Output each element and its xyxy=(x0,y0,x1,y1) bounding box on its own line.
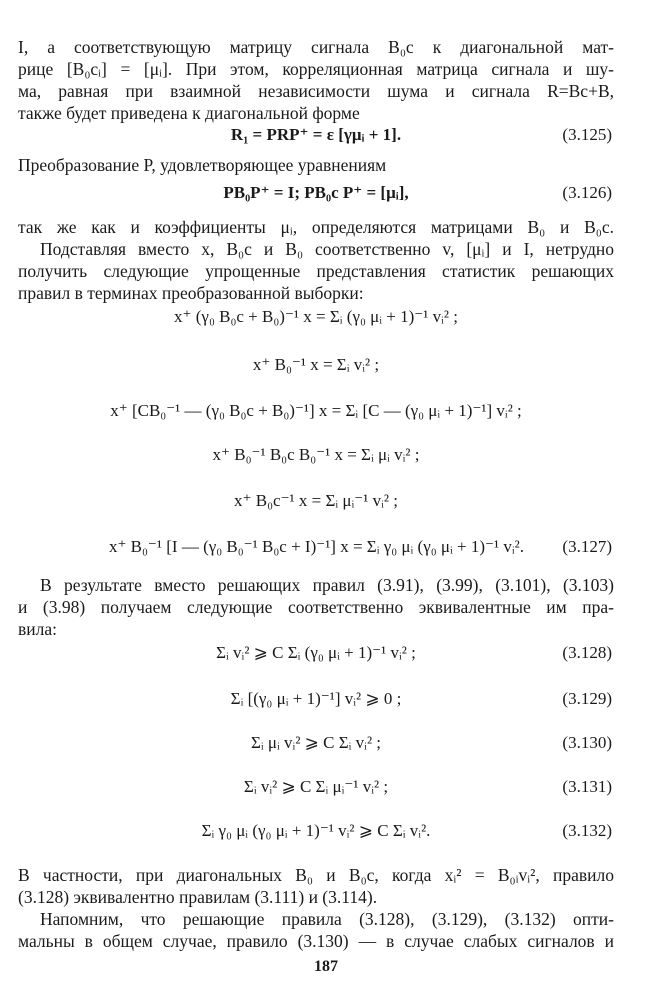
text-line: Преобразование P, удовлетворяющее уравнениям xyxy=(18,155,387,175)
text-line: I, а соответствующую матрицу сигнала B₀c к диагональной мат- xyxy=(18,37,614,57)
text-line: получить следующие упрощенные представления статистик решающих xyxy=(18,261,614,281)
equation-number: (3.132) xyxy=(562,821,612,840)
text-line: и (3.98) получаем следующие соответственно эквивалентные им пра- xyxy=(18,597,614,617)
equation-number: (3.127) xyxy=(562,537,612,556)
equation-number: (3.131) xyxy=(562,777,612,796)
equation-formula: Σᵢ γ₀ μᵢ (γ₀ μᵢ + 1)⁻¹ vᵢ² ⩾ C Σᵢ vᵢ². xyxy=(201,821,431,840)
equation-3-129 xyxy=(18,684,614,714)
text-line: также будет приведена к диагональной форме xyxy=(18,103,360,123)
text-line: рице [B₀cᵢ] = [μᵢ]. При этом, корреляционная матрица сигнала и шу- xyxy=(18,59,614,79)
text-line: правил в терминах преобразованной выборки: xyxy=(18,283,364,303)
equation-3-128 xyxy=(18,638,614,668)
equation-formula: x⁺ [CB₀⁻¹ — (γ₀ B₀c + B₀)⁻¹] x = Σᵢ [C — (γ₀ μᵢ + 1)⁻¹] vᵢ² ; xyxy=(110,401,522,420)
equation-formula: PB₀P⁺ = I; PB₀c P⁺ = [μᵢ], xyxy=(223,183,409,202)
equation-line xyxy=(18,350,614,380)
text-line: мальны в общем случае, правило (3.130) — в случае слабых сигналов и xyxy=(18,931,614,951)
page-number: 187 xyxy=(314,958,338,975)
equation-formula: Σᵢ vᵢ² ⩾ C Σᵢ (γ₀ μᵢ + 1)⁻¹ vᵢ² ; xyxy=(216,643,416,662)
text-line: Напомним, что решающие правила (3.128), (3.129), (3.132) опти- xyxy=(40,909,614,929)
equation-formula: Σᵢ μᵢ vᵢ² ⩾ C Σᵢ vᵢ² ; xyxy=(250,733,382,752)
text-line: В результате вместо решающих правил (3.91), (3.99), (3.101), (3.103) xyxy=(40,575,614,595)
text-line: (3.128) эквивалентно правилам (3.111) и (3.114). xyxy=(18,887,378,907)
equation-line xyxy=(18,302,614,332)
equation-3-127 xyxy=(18,532,614,562)
equation-number: (3.125) xyxy=(562,125,612,144)
equation-formula: Σᵢ [(γ₀ μᵢ + 1)⁻¹] vᵢ² ⩾ 0 ; xyxy=(230,689,402,708)
text-line: В частности, при диагональных B₀ и B₀c, когда xᵢ² = B₀ᵢvᵢ², правило xyxy=(18,865,614,885)
equation-formula: x⁺ (γ₀ B₀c + B₀)⁻¹ x = Σᵢ (γ₀ μᵢ + 1)⁻¹ vᵢ² ; xyxy=(174,307,458,326)
equation-formula: Σᵢ vᵢ² ⩾ C Σᵢ μᵢ⁻¹ vᵢ² ; xyxy=(243,777,389,796)
equation-number: (3.126) xyxy=(562,183,612,202)
equation-3-130 xyxy=(18,728,614,758)
equation-line xyxy=(18,440,614,470)
equation-3-132 xyxy=(18,816,614,846)
equation-line xyxy=(18,396,614,426)
equation-3-126 xyxy=(18,178,614,208)
equation-formula: R₁ = PRP⁺ = ε [γμᵢ + 1]. xyxy=(230,125,402,144)
equation-formula: x⁺ B₀⁻¹ x = Σᵢ vᵢ² ; xyxy=(252,355,380,374)
equation-formula: x⁺ B₀c⁻¹ x = Σᵢ μᵢ⁻¹ vᵢ² ; xyxy=(234,491,398,510)
text-line: Подставляя вместо x, B₀c и B₀ соответственно v, [μᵢ] и I, нетрудно xyxy=(40,239,614,259)
text-line: ма, равная при взаимной независимости шума и сигнала R=Bc+B, xyxy=(18,81,614,101)
equation-line xyxy=(18,486,614,516)
equation-number: (3.128) xyxy=(562,643,612,662)
equation-3-125 xyxy=(18,120,614,150)
equation-number: (3.129) xyxy=(562,689,612,708)
text-line: так же как и коэффициенты μᵢ, определяются матрицами B₀ и B₀c. xyxy=(18,217,614,237)
equation-number: (3.130) xyxy=(562,733,612,752)
equation-3-131 xyxy=(18,772,614,802)
equation-formula: x⁺ B₀⁻¹ [I — (γ₀ B₀⁻¹ B₀c + I)⁻¹] x = Σᵢ γ₀ μᵢ (γ₀ μᵢ + 1)⁻¹ vᵢ². xyxy=(108,537,524,556)
equation-formula: x⁺ B₀⁻¹ B₀c B₀⁻¹ x = Σᵢ μᵢ vᵢ² ; xyxy=(212,445,420,464)
text-line: вила: xyxy=(18,619,57,639)
